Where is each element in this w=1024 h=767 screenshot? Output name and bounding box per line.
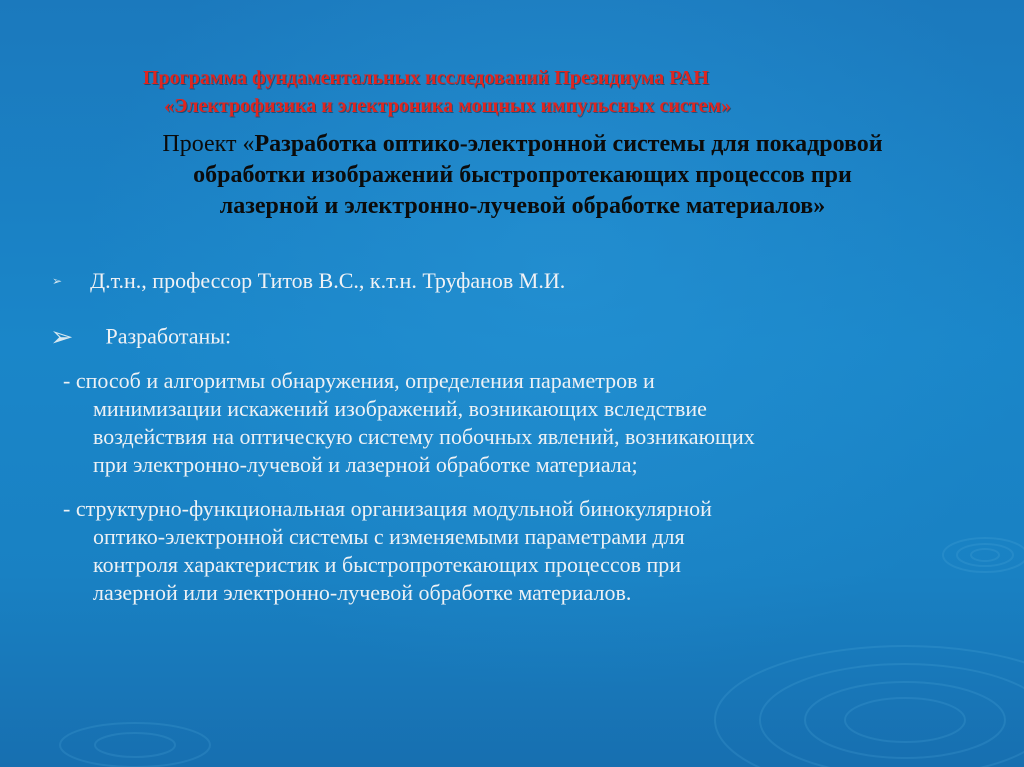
chevron-right-icon: ➢ xyxy=(52,273,63,288)
chevron-right-icon: ➢ xyxy=(50,320,74,353)
para-2-line-1: - структурно-функциональная организация модульной бинокулярной xyxy=(63,496,712,521)
para-2-line-4: лазерной или электронно-лучевой обработке материалов. xyxy=(93,580,632,605)
project-prefix: Проект « xyxy=(162,131,255,157)
para-1-line-3: воздействия на оптическую систему побочных явлений, возникающих xyxy=(93,424,755,449)
project-line-2: обработки изображений быстропротекающих процессов при xyxy=(193,162,852,188)
bullet-authors xyxy=(52,268,565,294)
authors-text: Д.т.н., профессор Титов В.С., к.т.н. Труфанов М.И. xyxy=(90,268,566,293)
bullet-developed xyxy=(50,322,231,355)
para-1-line-4: при электронно-лучевой и лазерной обработке материала; xyxy=(93,452,638,477)
project-title xyxy=(80,129,965,222)
program-title: Программа фундаментальных исследований Президиума РАН xyxy=(143,67,709,89)
developed-label: Разработаны: xyxy=(105,323,232,349)
result-paragraph-2 xyxy=(63,495,943,607)
para-1-line-1: - способ и алгоритмы обнаружения, определения параметров и xyxy=(63,368,655,393)
program-subtitle: «Электрофизика и электроника мощных импульсных систем» xyxy=(164,95,732,117)
para-2-line-2: оптико-электронной системы с изменяемыми параметрами для xyxy=(93,524,685,549)
project-line-1: Разработка оптико-электронной системы для покадровой xyxy=(254,131,883,157)
para-1-line-2: минимизации искажений изображений, возникающих вследствие xyxy=(93,396,707,421)
para-2-line-3: контроля характеристик и быстропротекающих процессов при xyxy=(93,552,682,577)
project-line-3: лазерной и электронно-лучевой обработке материалов» xyxy=(219,193,826,219)
result-paragraph-1 xyxy=(63,367,943,479)
